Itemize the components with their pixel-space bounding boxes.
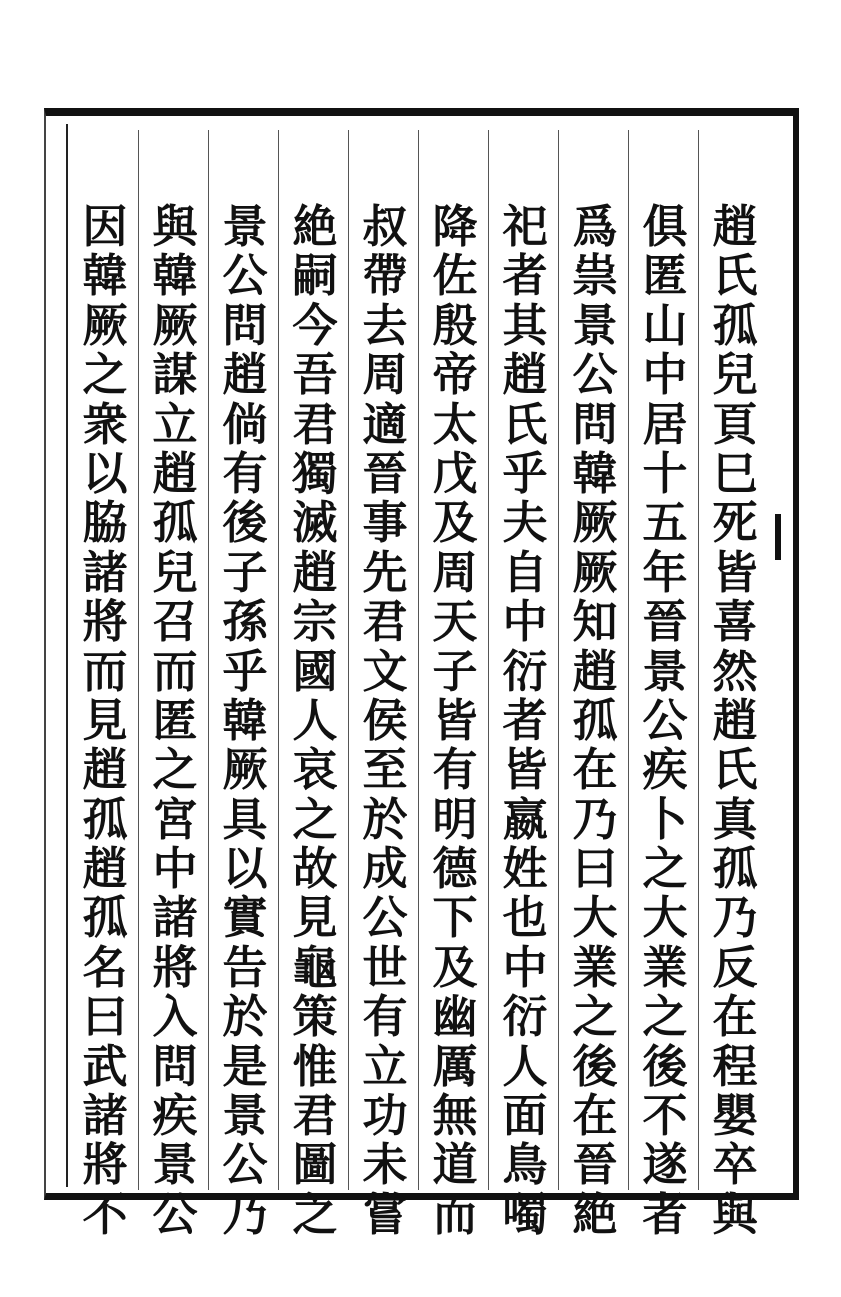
text-column-1 — [700, 130, 770, 1241]
character: 適 — [362, 397, 408, 451]
character: 人 — [502, 1039, 548, 1093]
character: 姓 — [502, 842, 548, 896]
character: 太 — [432, 397, 478, 451]
character: 叔 — [362, 200, 408, 253]
character: 遂 — [642, 1138, 688, 1192]
character: 晉 — [362, 446, 408, 500]
character: 告 — [222, 940, 268, 994]
character: 死 — [712, 496, 758, 550]
character: 自 — [502, 545, 548, 599]
character: 入 — [152, 990, 198, 1044]
character: 曰 — [572, 842, 618, 896]
character: 厲 — [432, 1039, 478, 1093]
character: 孤 — [712, 842, 758, 896]
character: 召 — [152, 595, 198, 649]
character: 厥 — [152, 298, 198, 352]
character: 祀 — [502, 200, 548, 253]
character: 乎 — [222, 644, 268, 698]
character: 至 — [362, 743, 408, 797]
text-column-7 — [280, 130, 350, 1241]
character: 周 — [362, 348, 408, 402]
character: 後 — [642, 1039, 688, 1093]
character: 圖 — [292, 1138, 338, 1192]
text-column-5 — [420, 130, 490, 1241]
character: 殷 — [432, 298, 478, 352]
character: 脇 — [82, 496, 128, 550]
character: 趙 — [572, 644, 618, 698]
character: 立 — [362, 1039, 408, 1093]
character: 趙 — [712, 200, 758, 253]
character: 巳 — [712, 446, 758, 500]
character: 無 — [432, 1089, 478, 1143]
character: 乃 — [222, 1187, 268, 1241]
character: 皆 — [502, 743, 548, 797]
character: 子 — [432, 644, 478, 698]
character: 策 — [292, 990, 338, 1044]
character: 年 — [642, 545, 688, 599]
character: 氏 — [712, 743, 758, 797]
character: 景 — [222, 1089, 268, 1143]
character: 卒 — [712, 1138, 758, 1192]
character: 武 — [82, 1039, 128, 1093]
character: 周 — [432, 545, 478, 599]
character: 景 — [572, 298, 618, 352]
character: 宮 — [152, 792, 198, 846]
character: 吾 — [292, 348, 338, 402]
character: 公 — [222, 1138, 268, 1192]
character: 將 — [152, 940, 198, 994]
character: 之 — [292, 792, 338, 846]
character: 俱 — [642, 200, 688, 253]
character: 侯 — [362, 693, 408, 747]
character: 君 — [292, 1089, 338, 1143]
character: 晉 — [642, 595, 688, 649]
character: 中 — [152, 842, 198, 896]
character: 疾 — [642, 743, 688, 797]
character: 未 — [362, 1138, 408, 1192]
character: 謀 — [152, 348, 198, 402]
character: 噣 — [502, 1187, 548, 1241]
character: 嗣 — [292, 249, 338, 303]
text-column-8 — [210, 130, 280, 1241]
character: 匿 — [642, 249, 688, 303]
character: 下 — [432, 891, 478, 945]
character: 先 — [362, 545, 408, 599]
text-column-6 — [350, 130, 420, 1241]
character: 者 — [502, 693, 548, 747]
character: 中 — [642, 348, 688, 402]
text-column-2 — [630, 130, 700, 1241]
character: 人 — [292, 693, 338, 747]
character: 惟 — [292, 1039, 338, 1093]
character: 衍 — [502, 990, 548, 1044]
character: 孤 — [82, 792, 128, 846]
character: 實 — [222, 891, 268, 945]
character: 問 — [572, 397, 618, 451]
character: 乃 — [712, 891, 758, 945]
character: 而 — [82, 644, 128, 698]
character: 絶 — [292, 200, 338, 253]
character: 衆 — [82, 397, 128, 451]
character: 孤 — [82, 891, 128, 945]
character: 也 — [502, 891, 548, 945]
character: 知 — [572, 595, 618, 649]
character: 成 — [362, 842, 408, 896]
character: 道 — [432, 1138, 478, 1192]
character: 公 — [362, 891, 408, 945]
character: 夫 — [502, 496, 548, 550]
character: 文 — [362, 644, 408, 698]
character: 君 — [292, 397, 338, 451]
character: 不 — [642, 1089, 688, 1143]
character: 曰 — [82, 990, 128, 1044]
character: 公 — [152, 1187, 198, 1241]
character: 具 — [222, 792, 268, 846]
character: 在 — [712, 990, 758, 1044]
character: 面 — [502, 1089, 548, 1143]
character: 孤 — [572, 693, 618, 747]
character: 爲 — [572, 200, 618, 253]
character: 真 — [712, 792, 758, 846]
character: 故 — [292, 842, 338, 896]
character: 絶 — [572, 1187, 618, 1241]
character: 有 — [222, 446, 268, 500]
character: 天 — [432, 595, 478, 649]
character: 去 — [362, 298, 408, 352]
character: 君 — [362, 595, 408, 649]
character: 趙 — [502, 348, 548, 402]
character: 哀 — [292, 743, 338, 797]
character: 倘 — [222, 397, 268, 451]
character: 晉 — [572, 1138, 618, 1192]
character: 趙 — [82, 743, 128, 797]
character: 業 — [572, 940, 618, 994]
character: 趙 — [222, 348, 268, 402]
character: 之 — [152, 743, 198, 797]
character: 佐 — [432, 249, 478, 303]
character: 大 — [642, 891, 688, 945]
character: 疾 — [152, 1089, 198, 1143]
character: 世 — [362, 940, 408, 994]
character: 趙 — [152, 446, 198, 500]
character: 及 — [432, 496, 478, 550]
text-column-4 — [490, 130, 560, 1241]
edge-mark — [775, 514, 781, 560]
character: 將 — [82, 595, 128, 649]
text-column-9 — [140, 130, 210, 1241]
character: 公 — [222, 249, 268, 303]
character: 不 — [82, 1187, 128, 1241]
character: 有 — [362, 990, 408, 1044]
character: 滅 — [292, 496, 338, 550]
character: 在 — [572, 743, 618, 797]
character: 鳥 — [502, 1138, 548, 1192]
character: 事 — [362, 496, 408, 550]
character: 然 — [712, 644, 758, 698]
character: 之 — [292, 1187, 338, 1241]
character: 明 — [432, 792, 478, 846]
character: 厥 — [572, 545, 618, 599]
character: 戊 — [432, 446, 478, 500]
character: 問 — [222, 298, 268, 352]
character: 見 — [82, 693, 128, 747]
character: 及 — [432, 940, 478, 994]
character: 後 — [222, 496, 268, 550]
character: 諸 — [152, 891, 198, 945]
character: 其 — [502, 298, 548, 352]
character: 趙 — [292, 545, 338, 599]
character: 景 — [222, 200, 268, 253]
character: 反 — [712, 940, 758, 994]
character: 子 — [222, 545, 268, 599]
character: 於 — [222, 990, 268, 1044]
character: 於 — [362, 792, 408, 846]
character: 以 — [82, 446, 128, 500]
character: 韓 — [152, 249, 198, 303]
page-frame — [44, 108, 799, 1241]
character: 皆 — [432, 693, 478, 747]
character: 而 — [152, 644, 198, 698]
character: 頁 — [712, 397, 758, 451]
character: 山 — [642, 298, 688, 352]
character: 喜 — [712, 595, 758, 649]
character: 厥 — [222, 743, 268, 797]
character: 之 — [642, 842, 688, 896]
character: 孤 — [712, 298, 758, 352]
character: 嬰 — [712, 1089, 758, 1143]
character: 之 — [572, 990, 618, 1044]
character: 降 — [432, 200, 478, 253]
character: 兒 — [152, 545, 198, 599]
character: 者 — [642, 1187, 688, 1241]
character: 程 — [712, 1039, 758, 1093]
character: 兒 — [712, 348, 758, 402]
character: 嬴 — [502, 792, 548, 846]
character: 氏 — [502, 397, 548, 451]
character: 中 — [502, 595, 548, 649]
character: 見 — [292, 891, 338, 945]
character: 有 — [432, 743, 478, 797]
character: 五 — [642, 496, 688, 550]
character: 宗 — [292, 595, 338, 649]
character: 而 — [432, 1187, 478, 1241]
character: 將 — [82, 1138, 128, 1192]
text-column-10 — [70, 130, 140, 1241]
character: 公 — [642, 693, 688, 747]
character: 今 — [292, 298, 338, 352]
character: 是 — [222, 1039, 268, 1093]
character: 帶 — [362, 249, 408, 303]
character: 因 — [82, 200, 128, 253]
character: 幽 — [432, 990, 478, 1044]
character: 中 — [502, 940, 548, 994]
character: 孫 — [222, 595, 268, 649]
character: 問 — [152, 1039, 198, 1093]
character: 趙 — [82, 842, 128, 896]
character: 在 — [572, 1089, 618, 1143]
character: 大 — [572, 891, 618, 945]
character: 韓 — [572, 446, 618, 500]
character: 氏 — [712, 249, 758, 303]
character: 厥 — [572, 496, 618, 550]
character: 諸 — [82, 545, 128, 599]
character: 卜 — [642, 792, 688, 846]
character: 立 — [152, 397, 198, 451]
character: 韓 — [82, 249, 128, 303]
character: 德 — [432, 842, 478, 896]
inner-border-rule — [66, 124, 68, 1187]
character: 匿 — [152, 693, 198, 747]
character: 獨 — [292, 446, 338, 500]
character: 與 — [152, 200, 198, 253]
character: 國 — [292, 644, 338, 698]
character: 帝 — [432, 348, 478, 402]
character: 之 — [642, 990, 688, 1044]
character: 乎 — [502, 446, 548, 500]
text-column-3 — [560, 130, 630, 1241]
character: 功 — [362, 1089, 408, 1143]
character: 名 — [82, 940, 128, 994]
character: 景 — [642, 644, 688, 698]
character: 韓 — [222, 693, 268, 747]
character: 諸 — [82, 1089, 128, 1143]
character: 十 — [642, 446, 688, 500]
character: 景 — [152, 1138, 198, 1192]
character: 趙 — [712, 693, 758, 747]
character: 衍 — [502, 644, 548, 698]
character: 嘗 — [362, 1187, 408, 1241]
character: 祟 — [572, 249, 618, 303]
character: 與 — [712, 1187, 758, 1241]
character: 龜 — [292, 940, 338, 994]
character: 後 — [572, 1039, 618, 1093]
character: 皆 — [712, 545, 758, 599]
character: 以 — [222, 842, 268, 896]
character: 公 — [572, 348, 618, 402]
character: 乃 — [572, 792, 618, 846]
character: 者 — [502, 249, 548, 303]
character: 業 — [642, 940, 688, 994]
character: 厥 — [82, 298, 128, 352]
character: 之 — [82, 348, 128, 402]
character: 居 — [642, 397, 688, 451]
character: 孤 — [152, 496, 198, 550]
